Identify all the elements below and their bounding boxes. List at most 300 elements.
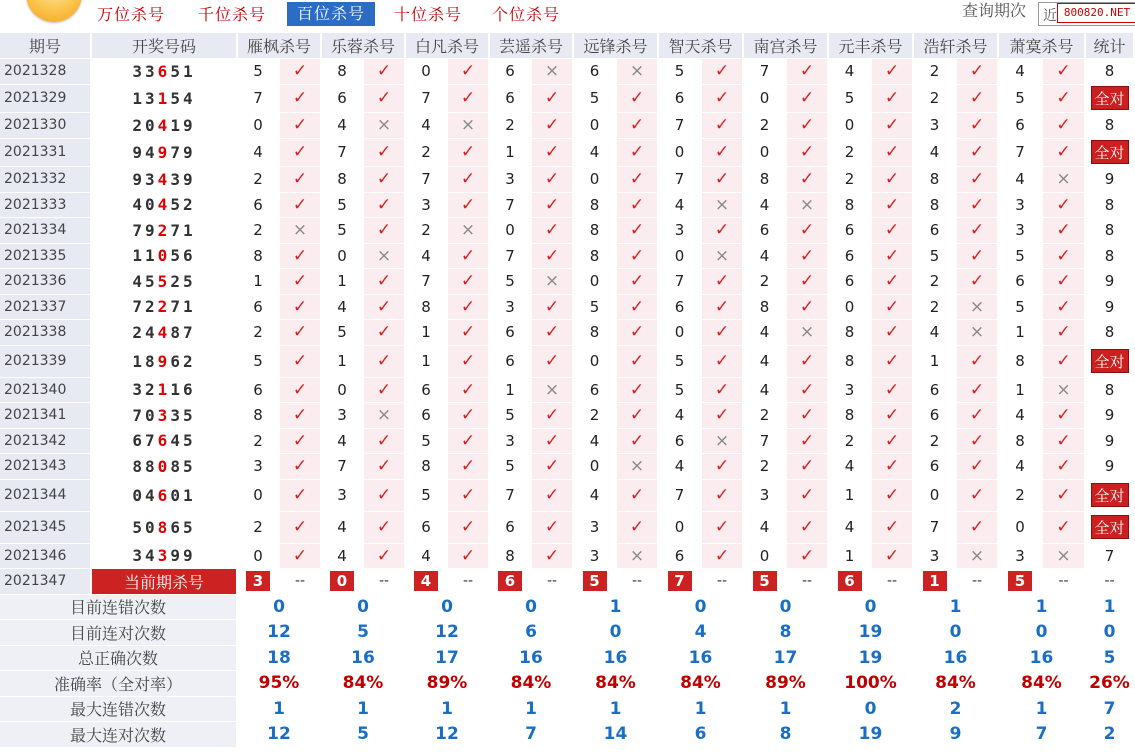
current-kill-button[interactable]: 当前期杀号 xyxy=(92,569,238,595)
check-icon: ✓ xyxy=(787,403,829,429)
draw-digit: 8 xyxy=(170,456,183,476)
all-correct-badge xyxy=(1086,512,1135,544)
check-icon: ✓ xyxy=(702,403,744,429)
pending-dash: -- xyxy=(872,569,914,595)
count-cell: 8 xyxy=(1086,113,1135,139)
check-icon: ✓ xyxy=(532,454,574,480)
kill-number-cell: 4 xyxy=(322,544,364,570)
draw-digit: 4 xyxy=(170,431,183,451)
draw-digit: 5 xyxy=(170,88,183,108)
draw-number-cell xyxy=(92,85,238,114)
pending-dash: -- xyxy=(532,569,574,595)
check-icon: ✓ xyxy=(1043,320,1086,346)
draw-digit: 5 xyxy=(132,517,146,537)
draw-digit: 3 xyxy=(170,405,183,425)
draw-digit: 1 xyxy=(182,220,196,240)
check-icon: ✓ xyxy=(1043,218,1086,244)
check-icon: ✓ xyxy=(702,113,744,139)
kill-number-cell: 7 xyxy=(406,85,448,114)
check-icon: ✓ xyxy=(872,320,914,346)
check-icon: ✓ xyxy=(617,244,659,270)
cross-icon: × xyxy=(364,403,406,429)
draw-digit: 1 xyxy=(170,380,183,400)
kill-number-cell: 7 xyxy=(406,269,448,295)
kill-number-cell: 2 xyxy=(744,113,787,139)
draw-digit: 2 xyxy=(157,297,171,317)
check-icon: ✓ xyxy=(957,139,999,168)
draw-digit: 2 xyxy=(132,322,146,342)
kill-number-cell: 8 xyxy=(744,167,787,193)
check-icon: ✓ xyxy=(872,346,914,378)
check-icon: ✓ xyxy=(448,346,490,378)
draw-digit: 4 xyxy=(145,322,158,342)
kill-number-cell: 3 xyxy=(322,403,364,429)
kill-number-cell: 5 xyxy=(322,320,364,346)
pending-dash: -- xyxy=(364,569,406,595)
kill-number-cell: 8 xyxy=(999,346,1043,378)
draw-digit: 5 xyxy=(182,456,196,476)
stat-label: 目前连对次数 xyxy=(0,620,238,646)
kill-number-cell: 3 xyxy=(322,480,364,512)
query-period-label: 查询期次 xyxy=(962,1,1027,20)
cross-icon: × xyxy=(617,544,659,570)
check-icon: ✓ xyxy=(957,269,999,295)
check-icon: ✓ xyxy=(364,454,406,480)
current-kill-number xyxy=(744,569,787,595)
column-header: 期号 xyxy=(0,33,92,59)
kill-number-cell: 0 xyxy=(238,113,280,139)
draw-digit: 7 xyxy=(170,142,183,162)
stat-value: 0 xyxy=(999,620,1086,646)
kill-number-cell: 1 xyxy=(829,480,872,512)
check-icon: ✓ xyxy=(448,59,490,85)
kill-number-cell: 8 xyxy=(574,218,617,244)
draw-digit: 1 xyxy=(132,88,146,108)
stat-value: 0 xyxy=(744,595,829,621)
draw-digit: 3 xyxy=(145,88,158,108)
check-icon: ✓ xyxy=(872,480,914,512)
kill-number-cell: 6 xyxy=(238,295,280,321)
stat-value: 84% xyxy=(322,671,406,697)
kill-number-cell: 5 xyxy=(574,295,617,321)
draw-digit: 4 xyxy=(145,142,158,162)
kill-number-cell: 2 xyxy=(238,218,280,244)
draw-digit: 0 xyxy=(132,485,146,505)
count-cell: 9 xyxy=(1086,403,1135,429)
kill-number-cell: 8 xyxy=(574,244,617,270)
kill-number-cell: 0 xyxy=(574,113,617,139)
kill-number-cell: 4 xyxy=(744,320,787,346)
check-icon: ✓ xyxy=(787,295,829,321)
kill-number-cell: 4 xyxy=(574,480,617,512)
stat-value: 16 xyxy=(914,646,999,672)
kill-number-cell: 2 xyxy=(914,429,957,455)
cross-icon: × xyxy=(1043,544,1086,570)
period-cell: 2021344 xyxy=(0,480,92,512)
kill-number-cell: 7 xyxy=(659,167,702,193)
check-icon: ✓ xyxy=(872,403,914,429)
kill-number-cell: 5 xyxy=(829,85,872,114)
period-cell: 2021334 xyxy=(0,218,92,244)
count-cell: 8 xyxy=(1086,59,1135,85)
stat-value: 4 xyxy=(659,620,744,646)
kill-number-cell: 1 xyxy=(406,320,448,346)
current-kill-number xyxy=(322,569,364,595)
stat-value: 8 xyxy=(744,620,829,646)
check-icon: ✓ xyxy=(532,218,574,244)
check-icon: ✓ xyxy=(280,378,322,404)
stat-value: 16 xyxy=(999,646,1086,672)
kill-number-cell: 5 xyxy=(238,346,280,378)
kill-number-cell: 8 xyxy=(914,193,957,219)
check-icon: ✓ xyxy=(448,480,490,512)
check-icon: ✓ xyxy=(532,167,574,193)
current-kill-value: 7 xyxy=(668,571,692,591)
kill-number-cell: 8 xyxy=(406,454,448,480)
stat-label: 最大连错次数 xyxy=(0,697,238,723)
draw-digit: 7 xyxy=(145,431,158,451)
kill-number-cell: 1 xyxy=(829,544,872,570)
kill-number-cell: 4 xyxy=(999,167,1043,193)
check-icon: ✓ xyxy=(280,295,322,321)
kill-number-cell: 5 xyxy=(406,480,448,512)
period-cell: 2021346 xyxy=(0,544,92,570)
kill-number-cell: 0 xyxy=(322,378,364,404)
tab-3[interactable]: 十位杀号 xyxy=(394,5,463,24)
draw-digit: 1 xyxy=(157,88,171,108)
check-icon: ✓ xyxy=(787,85,829,114)
draw-digit: 8 xyxy=(157,517,171,537)
kill-number-cell: 0 xyxy=(914,480,957,512)
column-header: 芸遥杀号 xyxy=(490,33,574,59)
draw-digit: 6 xyxy=(182,380,196,400)
period-cell: 2021331 xyxy=(0,139,92,168)
kill-number-cell: 3 xyxy=(744,480,787,512)
draw-digit: 1 xyxy=(182,61,196,81)
check-icon: ✓ xyxy=(448,512,490,544)
kill-number-cell: 4 xyxy=(829,454,872,480)
check-icon: ✓ xyxy=(787,454,829,480)
draw-digit: 5 xyxy=(170,61,183,81)
kill-number-cell: 7 xyxy=(914,512,957,544)
kill-number-cell: 6 xyxy=(490,346,532,378)
draw-digit: 3 xyxy=(170,169,183,189)
top-bar xyxy=(0,0,1135,32)
draw-digit: 3 xyxy=(145,61,158,81)
kill-number-cell: 2 xyxy=(238,429,280,455)
kill-number-cell: 0 xyxy=(238,480,280,512)
check-icon: ✓ xyxy=(702,139,744,168)
draw-digit: 3 xyxy=(132,546,146,566)
current-kill-number xyxy=(999,569,1043,595)
kill-number-cell: 3 xyxy=(238,454,280,480)
stat-value: 0 xyxy=(490,595,574,621)
draw-digit: 0 xyxy=(145,405,158,425)
kill-number-cell: 2 xyxy=(829,139,872,168)
kill-number-cell: 3 xyxy=(659,218,702,244)
all-correct-badge xyxy=(1086,85,1135,114)
draw-digit: 7 xyxy=(132,405,146,425)
check-icon: ✓ xyxy=(617,269,659,295)
kill-number-cell: 6 xyxy=(914,218,957,244)
kill-number-cell: 4 xyxy=(322,295,364,321)
check-icon: ✓ xyxy=(702,512,744,544)
current-kill-number xyxy=(406,569,448,595)
current-kill-number xyxy=(238,569,280,595)
cross-icon: × xyxy=(280,218,322,244)
draw-number-cell xyxy=(92,167,238,193)
kill-number-cell: 5 xyxy=(914,244,957,270)
stat-value: 84% xyxy=(914,671,999,697)
draw-digit: 2 xyxy=(145,297,158,317)
check-icon: ✓ xyxy=(617,346,659,378)
kill-number-cell: 8 xyxy=(490,544,532,570)
kill-number-cell: 6 xyxy=(574,59,617,85)
kill-number-cell: 6 xyxy=(574,378,617,404)
kill-number-cell: 0 xyxy=(744,544,787,570)
kill-number-cell: 7 xyxy=(490,480,532,512)
period-cell: 2021328 xyxy=(0,59,92,85)
check-icon: ✓ xyxy=(1043,269,1086,295)
draw-digit: 0 xyxy=(145,517,158,537)
check-icon: ✓ xyxy=(872,218,914,244)
check-icon: ✓ xyxy=(787,244,829,270)
check-icon: ✓ xyxy=(532,512,574,544)
column-header: 南宫杀号 xyxy=(744,33,829,59)
check-icon: ✓ xyxy=(1043,193,1086,219)
draw-digit: 2 xyxy=(182,351,196,371)
tab-4[interactable]: 个位杀号 xyxy=(492,5,561,24)
current-kill-value: 1 xyxy=(923,571,947,591)
draw-number-cell xyxy=(92,454,238,480)
draw-digit: 9 xyxy=(170,546,183,566)
current-kill-number xyxy=(829,569,872,595)
kill-number-cell: 7 xyxy=(322,139,364,168)
check-icon: ✓ xyxy=(787,378,829,404)
column-header: 雁枫杀号 xyxy=(238,33,322,59)
kill-number-cell: 8 xyxy=(829,346,872,378)
check-icon: ✓ xyxy=(702,320,744,346)
check-icon: ✓ xyxy=(957,378,999,404)
kill-number-cell: 2 xyxy=(829,429,872,455)
check-icon: ✓ xyxy=(617,85,659,114)
count-cell: 8 xyxy=(1086,244,1135,270)
draw-digit: 4 xyxy=(145,546,158,566)
check-icon: ✓ xyxy=(872,113,914,139)
kill-number-cell: 4 xyxy=(829,59,872,85)
kill-number-cell: 2 xyxy=(406,218,448,244)
kill-number-cell: 0 xyxy=(574,346,617,378)
kill-number-cell: 4 xyxy=(238,139,280,168)
kill-number-cell: 5 xyxy=(574,85,617,114)
draw-digit: 6 xyxy=(182,246,196,266)
check-icon: ✓ xyxy=(448,269,490,295)
check-icon: ✓ xyxy=(280,320,322,346)
check-icon: ✓ xyxy=(364,512,406,544)
kill-number-cell: 5 xyxy=(999,244,1043,270)
check-icon: ✓ xyxy=(364,59,406,85)
draw-number-cell xyxy=(92,403,238,429)
check-icon: ✓ xyxy=(872,139,914,168)
check-icon: ✓ xyxy=(448,167,490,193)
kill-number-cell: 7 xyxy=(744,59,787,85)
check-icon: ✓ xyxy=(532,139,574,168)
kill-number-cell: 8 xyxy=(999,429,1043,455)
check-icon: ✓ xyxy=(702,218,744,244)
kill-number-cell: 5 xyxy=(322,193,364,219)
stat-value: 0 xyxy=(914,620,999,646)
kill-number-cell: 2 xyxy=(238,167,280,193)
kill-number-cell: 7 xyxy=(744,429,787,455)
kill-number-cell: 2 xyxy=(490,113,532,139)
kill-number-cell: 6 xyxy=(659,85,702,114)
kill-number-cell: 8 xyxy=(829,403,872,429)
kill-number-cell: 8 xyxy=(322,59,364,85)
kill-number-cell: 4 xyxy=(999,59,1043,85)
cross-icon: × xyxy=(702,193,744,219)
kill-number-cell: 0 xyxy=(659,244,702,270)
cross-icon: × xyxy=(364,113,406,139)
column-header: 萧寞杀号 xyxy=(999,33,1086,59)
draw-digit: 4 xyxy=(157,322,171,342)
kill-number-cell: 3 xyxy=(999,193,1043,219)
stat-value: 0 xyxy=(829,595,914,621)
current-kill-number xyxy=(574,569,617,595)
stat-value: 6 xyxy=(659,722,744,748)
check-icon: ✓ xyxy=(364,544,406,570)
check-icon: ✓ xyxy=(532,429,574,455)
kill-number-cell: 1 xyxy=(406,346,448,378)
draw-digit: 4 xyxy=(182,88,196,108)
kill-number-cell: 6 xyxy=(490,85,532,114)
check-icon: ✓ xyxy=(1043,429,1086,455)
draw-digit: 8 xyxy=(170,322,183,342)
stat-label: 总正确次数 xyxy=(0,646,238,672)
kill-number-cell: 0 xyxy=(574,269,617,295)
all-correct-label: 全对 xyxy=(1091,515,1129,539)
draw-digit: 7 xyxy=(170,297,183,317)
check-icon: ✓ xyxy=(364,320,406,346)
stat-value: 12 xyxy=(406,722,490,748)
stat-value: 0 xyxy=(574,620,659,646)
kill-number-cell: 0 xyxy=(490,218,532,244)
stat-value: 100% xyxy=(829,671,914,697)
check-icon: ✓ xyxy=(702,454,744,480)
draw-digit: 9 xyxy=(157,351,171,371)
check-icon: ✓ xyxy=(957,512,999,544)
current-kill-value: 4 xyxy=(414,571,438,591)
check-icon: ✓ xyxy=(280,346,322,378)
check-icon: ✓ xyxy=(872,59,914,85)
check-icon: ✓ xyxy=(957,454,999,480)
tab-0[interactable]: 万位杀号 xyxy=(97,5,166,24)
stat-value: 1 xyxy=(322,697,406,723)
column-header: 浩轩杀号 xyxy=(914,33,999,59)
check-icon: ✓ xyxy=(1043,454,1086,480)
check-icon: ✓ xyxy=(702,346,744,378)
pending-dash: -- xyxy=(1086,569,1135,595)
all-correct-badge xyxy=(1086,346,1135,378)
kill-number-cell: 2 xyxy=(744,269,787,295)
kill-number-cell: 4 xyxy=(744,512,787,544)
current-kill-value: 3 xyxy=(246,571,270,591)
check-icon: ✓ xyxy=(364,480,406,512)
count-cell: 9 xyxy=(1086,269,1135,295)
check-icon: ✓ xyxy=(532,320,574,346)
tab-1[interactable]: 千位杀号 xyxy=(198,5,267,24)
draw-digit: 9 xyxy=(132,169,146,189)
kill-number-cell: 4 xyxy=(406,244,448,270)
kill-number-cell: 4 xyxy=(322,429,364,455)
check-icon: ✓ xyxy=(280,85,322,114)
stat-value: 84% xyxy=(999,671,1086,697)
draw-digit: 4 xyxy=(145,485,158,505)
kill-number-cell: 6 xyxy=(322,85,364,114)
check-icon: ✓ xyxy=(280,454,322,480)
draw-digit: 9 xyxy=(182,115,196,135)
check-icon: ✓ xyxy=(448,544,490,570)
kill-number-cell: 4 xyxy=(406,544,448,570)
check-icon: ✓ xyxy=(532,85,574,114)
all-correct-badge xyxy=(1086,480,1135,512)
period-cell: 2021333 xyxy=(0,193,92,219)
kill-number-cell: 6 xyxy=(406,378,448,404)
stat-value: 1 xyxy=(659,697,744,723)
kill-number-cell: 6 xyxy=(490,59,532,85)
draw-number-cell xyxy=(92,512,238,544)
check-icon: ✓ xyxy=(617,378,659,404)
kill-number-cell: 1 xyxy=(322,269,364,295)
count-cell: 9 xyxy=(1086,167,1135,193)
check-icon: ✓ xyxy=(364,295,406,321)
kill-number-cell: 4 xyxy=(744,193,787,219)
stat-value: 0 xyxy=(1086,620,1135,646)
period-cell: 2021330 xyxy=(0,113,92,139)
stat-value: 1 xyxy=(914,595,999,621)
kill-number-cell: 1 xyxy=(490,378,532,404)
pending-dash: -- xyxy=(617,569,659,595)
tab-2[interactable]: 百位杀号 xyxy=(287,2,375,26)
cross-icon: × xyxy=(1043,378,1086,404)
draw-digit: 2 xyxy=(170,271,183,291)
kill-number-cell: 6 xyxy=(914,454,957,480)
check-icon: ✓ xyxy=(617,139,659,168)
draw-number-cell xyxy=(92,139,238,168)
count-cell: 8 xyxy=(1086,320,1135,346)
kill-number-cell: 8 xyxy=(744,295,787,321)
draw-digit: 9 xyxy=(132,142,146,162)
check-icon: ✓ xyxy=(787,113,829,139)
check-icon: ✓ xyxy=(957,218,999,244)
check-icon: ✓ xyxy=(1043,403,1086,429)
kill-number-cell: 6 xyxy=(659,544,702,570)
draw-digit: 8 xyxy=(145,351,158,371)
check-icon: ✓ xyxy=(364,85,406,114)
kill-number-cell: 8 xyxy=(238,403,280,429)
draw-number-cell xyxy=(92,218,238,244)
kill-number-cell: 6 xyxy=(829,269,872,295)
check-icon: ✓ xyxy=(532,544,574,570)
check-icon: ✓ xyxy=(1043,59,1086,85)
check-icon: ✓ xyxy=(872,454,914,480)
check-icon: ✓ xyxy=(364,139,406,168)
kill-number-cell: 5 xyxy=(659,346,702,378)
draw-digit: 0 xyxy=(145,115,158,135)
stat-value: 1 xyxy=(238,697,322,723)
draw-number-cell xyxy=(92,346,238,378)
check-icon: ✓ xyxy=(617,193,659,219)
check-icon: ✓ xyxy=(364,167,406,193)
